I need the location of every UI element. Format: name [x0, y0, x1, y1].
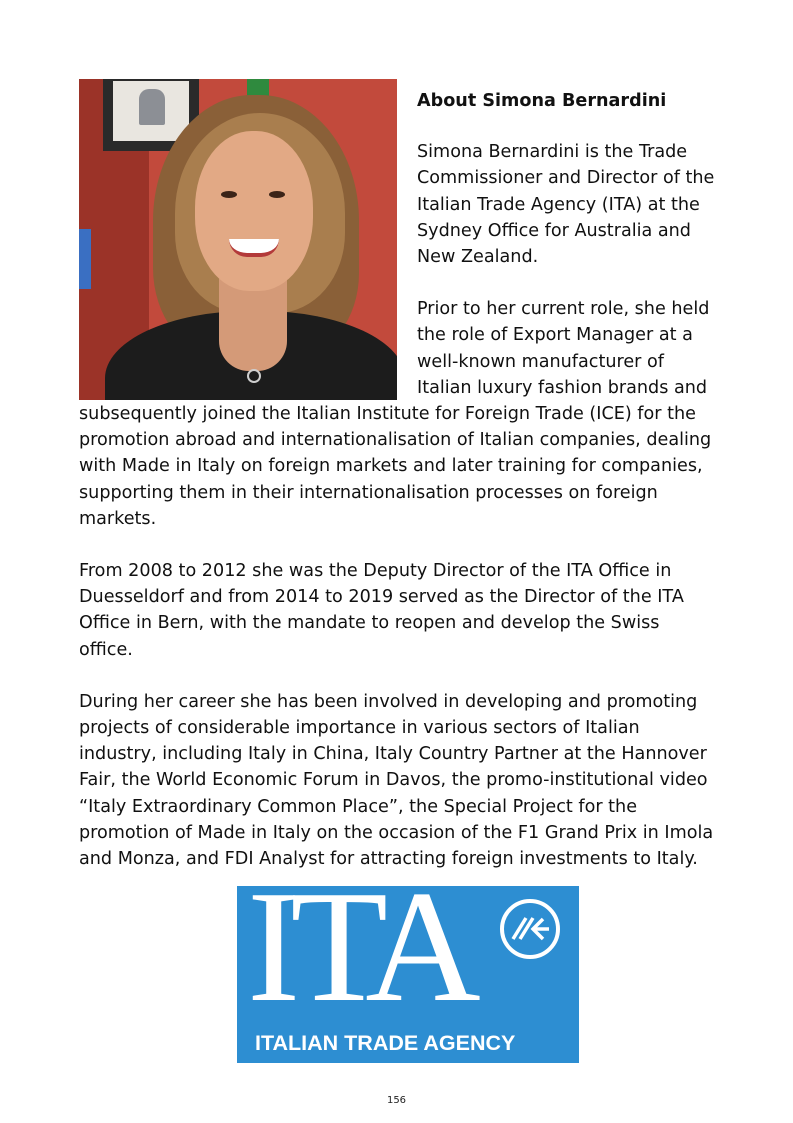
ita-logo	[237, 886, 579, 1063]
bio-heading: About Simona Bernardini	[417, 91, 667, 111]
bio-paragraph: From 2008 to 2012 she was the Deputy Director of the ITA Office in Duesseldorf and from 2014 to 2019 served as the Director of the ITA Office in Bern, with the mandate to reopen and develop the Swiss office.	[79, 561, 684, 660]
logo-caption: ITALIAN TRADE AGENCY	[255, 1031, 516, 1055]
ita-arrow-mark-icon	[499, 898, 561, 960]
bio-paragraph: Simona Bernardini is the Trade Commissioner and Director of the Italian Trade Agency (ITA) at the Sydney Office for Australia and New Zealand.	[417, 142, 715, 268]
logo-letters: ITA	[247, 886, 471, 1035]
photo-wrap-spacer	[79, 88, 417, 400]
bio-paragraph: During her career she has been involved in developing and promoting projects of considerable importance in various sectors of Italian industry, including Italy in China, Italy Country Partner at the Hannover Fair, the World Economic Forum in Davos, the promo-institutional video “Italy Extraordinary Common Place”, the Special Project for the promotion of Made in Italy on the occasion of the F1 Grand Prix in Imola and Monza, and FDI Analyst for attracting foreign investments to Italy.	[79, 691, 714, 870]
bio-paragraph: Prior to her current role, she held the role of Export Manager at a well-known manufacturer of Italian luxury fashion brands and subsequently joined the Italian Institute for Foreign Trade (ICE) for the promotion abroad and internationalisation of Italian companies, dealing with Made in Italy on foreign markets and later training for companies, supporting them in their internationalisation processes on foreign markets.	[79, 299, 712, 529]
bio-section	[79, 88, 715, 898]
page-number: 156	[386, 1095, 407, 1106]
